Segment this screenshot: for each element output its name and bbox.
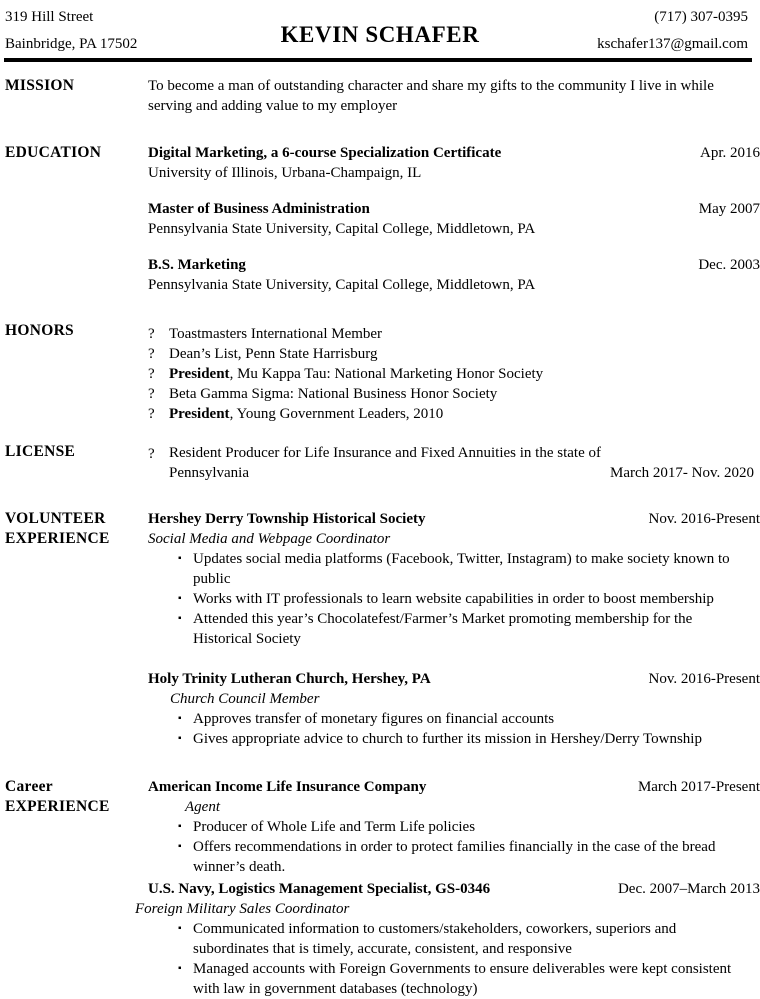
honor-rest: , Mu Kappa Tau: National Marketing Honor Society — [229, 366, 544, 382]
question-bullet-icon: ? — [148, 366, 155, 382]
career-role-title: Agent — [185, 798, 220, 815]
honor-rest: Dean’s List, Penn State Harrisburg — [169, 346, 378, 362]
degree-date: Dec. 2003 — [698, 257, 760, 273]
section-education — [0, 143, 760, 295]
duty-text: Communicated information to customers/stakeholders, coworkers, superiors and subordinates that is timely, accurate, consistent, and responsive — [193, 920, 677, 957]
volunteer-role-title: Social Media and Webpage Coordinator — [148, 530, 391, 547]
career-duty-list — [148, 817, 760, 877]
volunteer-job — [148, 669, 760, 749]
organization-name: Hershey Derry Township Historical Society — [148, 510, 426, 527]
section-mission — [0, 62, 760, 116]
career-date-range: March 2017-Present — [637, 778, 760, 795]
duty-text: Updates social media platforms (Facebook, Twitter, Instagram) to make society known to public — [193, 550, 730, 587]
license-body — [148, 442, 760, 484]
square-bullet-icon: ▪ — [178, 552, 182, 564]
career-body — [135, 777, 760, 999]
email-address: kschafer137@gmail.com — [597, 36, 748, 52]
school-name: Pennsylvania State University, Capital College, Middletown, PA — [148, 221, 536, 237]
honor-rest: Toastmasters International Member — [169, 326, 383, 342]
list-item — [148, 589, 760, 609]
section-label-honors: HONORS — [5, 322, 74, 339]
career-duty-list — [148, 919, 760, 999]
question-bullet-icon: ? — [148, 406, 155, 422]
degree-date: May 2007 — [698, 201, 760, 217]
volunteer-duty-list — [148, 549, 760, 649]
mission-statement: To become a man of outstanding character and share my gifts to the community I live in while serving and adding value to my employer — [148, 78, 714, 114]
section-volunteer-experience — [0, 509, 760, 749]
duty-text: Gives appropriate advice to church to further its mission in Hershey/Derry Township — [193, 730, 702, 747]
volunteer-date-range: Nov. 2016-Present — [648, 510, 760, 527]
section-label-volunteer-line2: EXPERIENCE — [5, 529, 110, 547]
duty-text: Offers recommendations in order to protect families financially in the case of the bread winner’s death. — [193, 838, 716, 875]
organization-name: Holy Trinity Lutheran Church, Hershey, PA — [148, 670, 431, 687]
section-label-volunteer-line1: VOLUNTEER — [5, 509, 106, 527]
education-entry-header — [148, 255, 760, 275]
question-bullet-icon: ? — [148, 446, 155, 462]
volunteer-date-range: Nov. 2016-Present — [648, 670, 760, 687]
license-date-range: March 2017- Nov. 2020 — [609, 465, 754, 481]
square-bullet-icon: ▪ — [178, 840, 182, 852]
duty-text: Approves transfer of monetary figures on financial accounts — [193, 710, 555, 727]
volunteer-job-header — [148, 509, 760, 529]
square-bullet-icon: ▪ — [178, 820, 182, 832]
license-line-1 — [148, 444, 760, 464]
education-body — [148, 143, 760, 295]
volunteer-role-title: Church Council Member — [170, 690, 320, 707]
degree-title: B.S. Marketing — [148, 257, 246, 273]
list-item — [148, 609, 760, 649]
square-bullet-icon: ▪ — [178, 922, 182, 934]
degree-date: Apr. 2016 — [700, 145, 760, 161]
list-item — [148, 549, 760, 589]
school-name: University of Illinois, Urbana-Champaign, IL — [148, 165, 422, 181]
school-name: Pennsylvania State University, Capital College, Middletown, PA — [148, 277, 536, 293]
list-item — [148, 364, 760, 384]
education-entry-header — [148, 143, 760, 163]
section-label-career-line1: Career — [5, 777, 53, 795]
square-bullet-icon: ▪ — [178, 712, 182, 724]
list-item — [148, 404, 760, 424]
square-bullet-icon: ▪ — [178, 592, 182, 604]
license-description: Resident Producer for Life Insurance and Fixed Annuities in the state of — [169, 445, 601, 461]
duty-text: Attended this year’s Chocolatefest/Farmer’s Market promoting membership for the Historical Society — [193, 610, 693, 647]
honor-rest: , Young Government Leaders, 2010 — [229, 406, 444, 422]
education-entry — [148, 255, 760, 295]
honor-rest: Beta Gamma Sigma: National Business Honor Society — [169, 386, 498, 402]
question-bullet-icon: ? — [148, 386, 155, 402]
section-label-education: EDUCATION — [5, 144, 102, 161]
section-career-experience — [0, 777, 760, 999]
honor-bold: President — [169, 406, 230, 422]
list-item — [148, 324, 760, 344]
career-job — [148, 777, 760, 877]
career-job-header — [148, 777, 760, 797]
list-item — [148, 959, 760, 999]
section-label-license: LICENSE — [5, 443, 76, 460]
phone-number: (717) 307-0395 — [654, 9, 748, 25]
candidate-name: KEVIN SCHAFER — [280, 22, 480, 47]
list-item — [148, 344, 760, 364]
license-location: Pennsylvania — [169, 465, 249, 481]
resume-header — [0, 0, 760, 58]
section-label-career — [0, 777, 148, 817]
section-honors — [0, 321, 760, 424]
section-label-volunteer — [0, 509, 148, 549]
degree-title: Master of Business Administration — [148, 201, 370, 217]
duty-text: Works with IT professionals to learn website capabilities in order to boost membership — [193, 590, 714, 607]
list-item — [148, 817, 760, 837]
square-bullet-icon: ▪ — [178, 962, 182, 974]
honor-text — [169, 324, 760, 344]
honor-text — [169, 384, 760, 404]
section-label-mission: MISSION — [5, 77, 75, 94]
career-job — [135, 879, 760, 999]
list-item — [148, 837, 760, 877]
address-line-2: Bainbridge, PA 17502 — [5, 36, 138, 52]
degree-title: Digital Marketing, a 6-course Specialization Certificate — [148, 145, 502, 161]
honor-text — [169, 404, 760, 424]
square-bullet-icon: ▪ — [178, 612, 182, 624]
honors-list — [148, 324, 760, 424]
career-date-range: Dec. 2007–March 2013 — [617, 880, 760, 897]
list-item — [148, 384, 760, 404]
section-label-career-line2: EXPERIENCE — [5, 797, 110, 815]
education-entry-header — [148, 199, 760, 219]
education-entry — [148, 143, 760, 183]
mission-body — [148, 76, 760, 116]
volunteer-job — [148, 509, 760, 649]
question-bullet-icon: ? — [148, 326, 155, 342]
career-job-header — [148, 879, 760, 899]
duty-text: Producer of Whole Life and Term Life policies — [193, 818, 476, 835]
honor-text — [169, 364, 760, 384]
career-role-title: Foreign Military Sales Coordinator — [135, 900, 350, 917]
address-line-1: 319 Hill Street — [5, 9, 94, 25]
list-item — [148, 709, 760, 729]
list-item — [148, 919, 760, 959]
license-line-2 — [148, 464, 760, 484]
question-bullet-icon: ? — [148, 346, 155, 362]
volunteer-body — [148, 509, 760, 749]
employer-name: American Income Life Insurance Company — [148, 778, 427, 795]
duty-text: Managed accounts with Foreign Governments to ensure deliverables were kept consistent with law in government databases (technology) — [193, 960, 732, 997]
honors-body — [148, 321, 760, 424]
education-entry — [148, 199, 760, 239]
section-license — [0, 442, 760, 484]
volunteer-duty-list — [148, 709, 760, 749]
list-item — [148, 729, 760, 749]
honor-bold: President — [169, 366, 230, 382]
square-bullet-icon: ▪ — [178, 732, 182, 744]
volunteer-job-header — [148, 669, 760, 689]
contact-details — [597, 4, 748, 58]
employer-name: U.S. Navy, Logistics Management Specialist, GS-0346 — [148, 880, 491, 897]
honor-text — [169, 344, 760, 364]
